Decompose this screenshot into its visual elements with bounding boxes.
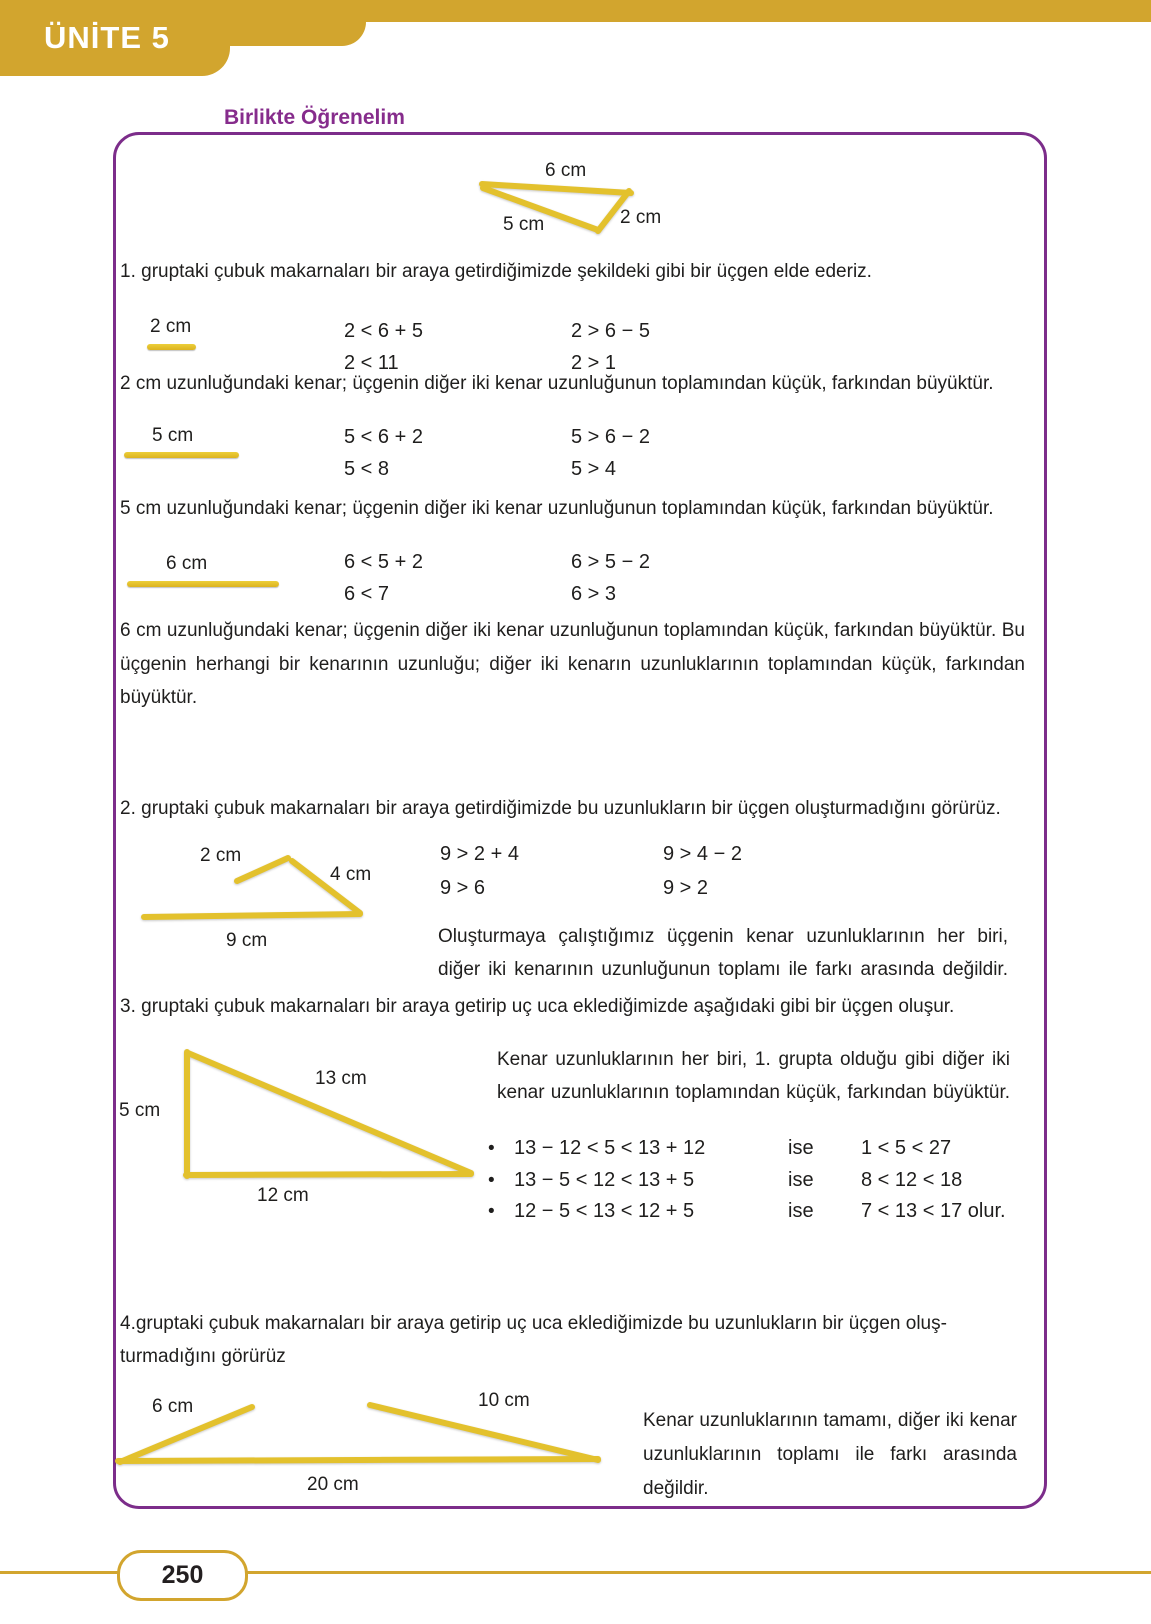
inequality: 6 < 7: [344, 583, 390, 605]
note-group3: Kenar uzunluklarının her biri, 1. grupta olduğu gibi diğer iki kenar uzunluklarının toplamından küçük, farkından büyüktür.: [497, 1049, 1010, 1103]
bullet-cond: ise: [788, 1169, 814, 1191]
pasta-stick-5cm-sample: [124, 452, 239, 458]
side-label-9cm: 9 cm: [226, 930, 268, 951]
side-label-13cm: 13 cm: [315, 1068, 367, 1089]
figure-triangle-13512: [165, 1040, 495, 1190]
stick-label-5cm: 5 cm: [152, 425, 194, 446]
pasta-stick-2cm: [237, 858, 288, 881]
inequality: 2 > 1: [571, 352, 617, 374]
inequality: 2 < 6 + 5: [344, 320, 423, 342]
conclusion-2cm: 2 cm uzunluğundaki kenar; üçgenin diğer iki kenar uzunluğunun toplamından küçük, farkından büyüktür.: [120, 373, 994, 394]
bullet-expression: 12 − 5 < 13 < 12 + 5: [514, 1200, 695, 1222]
side-label-2cm: 2 cm: [200, 845, 242, 866]
pasta-stick-9cm: [144, 914, 360, 917]
pasta-stick-10cm: [370, 1405, 598, 1460]
inequality: 6 > 5 − 2: [571, 551, 650, 573]
side-label-6cm: 6 cm: [545, 160, 587, 181]
pasta-stick-6cm-sample: [127, 581, 279, 587]
bullet-cond: ise: [788, 1200, 814, 1222]
inequality: 5 > 4: [571, 458, 617, 480]
figure-open-249: [125, 845, 375, 930]
bullet-icon: •: [488, 1170, 495, 1191]
bullet-result: 7 < 13 < 17 olur.: [861, 1200, 1006, 1222]
conclusion-5cm: 5 cm uzunluğundaki kenar; üçgenin diğer iki kenar uzunluğunun toplamından küçük, farkından büyüktür.: [120, 498, 994, 519]
pasta-stick-6cm: [482, 184, 631, 193]
note-group2: Oluşturmaya çalıştığımız üçgenin kenar uzunluklarının her biri, diğer iki kenarının uzunluğunun toplamı ile farkı arasında değildir.: [438, 926, 1008, 980]
pasta-stick-2cm-sample: [147, 344, 196, 350]
bullet-icon: •: [488, 1201, 495, 1222]
pasta-stick-12cm: [186, 1174, 471, 1175]
bullet-expression: 13 − 5 < 12 < 13 + 5: [514, 1169, 695, 1191]
unit-title: ÜNİTE 5: [44, 20, 170, 55]
stick-label-6cm: 6 cm: [166, 553, 208, 574]
paragraph-group3: 3. gruptaki çubuk makarnaları bir araya getirip uç uca eklediğimizde aşağıdaki gibi bir üçgen oluşur.: [120, 996, 955, 1017]
inequality: 6 < 5 + 2: [344, 551, 423, 573]
lesson-title: Birlikte Öğrenelim: [214, 106, 415, 130]
bullet-expression: 13 − 12 < 5 < 13 + 12: [514, 1137, 706, 1159]
note-group4: Kenar uzunluklarının tamamı, diğer iki kenar uzunluklarının toplamı ile farkı arasında değildir.: [643, 1410, 1017, 1499]
side-label-10cm: 10 cm: [478, 1390, 530, 1411]
inequality: 9 > 2: [663, 877, 709, 899]
inequality: 9 > 4 − 2: [663, 843, 742, 865]
inequality: 9 > 6: [440, 877, 486, 899]
inequality: 5 > 6 − 2: [571, 426, 650, 448]
inequality: 9 > 2 + 4: [440, 843, 519, 865]
paragraph-group4-line1: 4.gruptaki çubuk makarnaları bir araya getirip uç uca eklediğimizde bu uzunlukların bir üçgen oluş-: [120, 1313, 947, 1334]
stick-label-2cm: 2 cm: [150, 316, 192, 337]
inequality: 2 < 11: [344, 352, 399, 374]
inequality: 6 > 3: [571, 583, 617, 605]
paragraph-group1: 1. gruptaki çubuk makarnaları bir araya getirdiğimizde şekildeki gibi bir üçgen elde ederiz.: [120, 261, 872, 282]
inequality: 5 < 8: [344, 458, 390, 480]
page-number: 250: [161, 1561, 204, 1589]
side-label-5cm: 5 cm: [503, 214, 545, 235]
page-number-capsule: [117, 1550, 248, 1601]
paragraph-group4-line2: turmadığını görürüz: [120, 1346, 286, 1367]
bullet-result: 8 < 12 < 18: [861, 1169, 963, 1191]
bullet-icon: •: [488, 1138, 495, 1159]
side-label-5cm: 5 cm: [119, 1100, 161, 1121]
side-label-12cm: 12 cm: [257, 1185, 309, 1206]
conclusion-6cm: 6 cm uzunluğundaki kenar; üçgenin diğer iki kenar uzunluğunun toplamından küçük, farkından büyüktür. Bu üçgenin herhangi bir kenarının uzunluğu; diğer iki kenarın uzunluklarının toplamından küçük, farkından büyüktür.: [120, 620, 1025, 708]
paragraph-group2: 2. gruptaki çubuk makarnaları bir araya getirdiğimizde bu uzunlukların bir üçgen oluşturmadığını görürüz.: [120, 798, 1001, 819]
side-label-6cm: 6 cm: [152, 1396, 194, 1417]
side-label-4cm: 4 cm: [330, 864, 372, 885]
inequality: 2 > 6 − 5: [571, 320, 650, 342]
inequality: 5 < 6 + 2: [344, 426, 423, 448]
side-label-2cm: 2 cm: [620, 207, 662, 228]
bullet-cond: ise: [788, 1137, 814, 1159]
pasta-stick-20cm: [118, 1459, 598, 1461]
side-label-20cm: 20 cm: [307, 1474, 359, 1495]
bullet-result: 1 < 5 < 27: [861, 1137, 952, 1159]
